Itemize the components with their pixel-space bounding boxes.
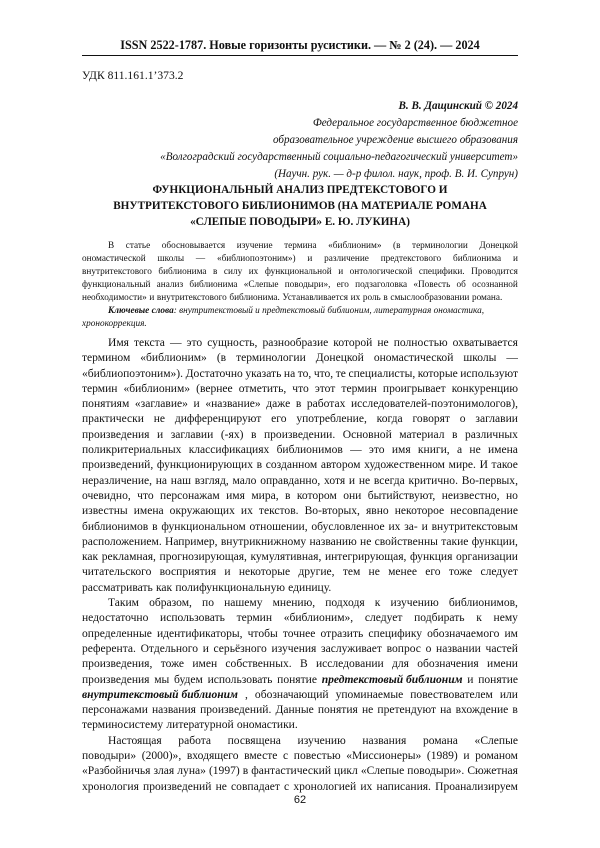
body-line: очевидно, что персонажам имя мира, в котором они бытийствуют, неизвестно, но (82, 489, 518, 504)
body-line: поликритериальных классификациях библионимов — это имя книги, а не имена (82, 443, 518, 458)
body-line: поводыри» (2000)», входящего вместе с повестью «Миссионеры» (1989) и романом (82, 749, 518, 764)
body-line: персонажами названия произведений. Данные понятия не претендуют на вхождение в (82, 703, 518, 718)
abstract-line: внутритекстового библионима в силу их функциональной и онтологической специфики. Проводится (82, 266, 518, 279)
body-line: известны имена окружающих их текстов. Во-вторых, явно некоторое несовпадение (82, 504, 518, 519)
body-line: термином «библионим» (в терминологии Донецкой ономастической школы — (82, 351, 518, 366)
keywords-line (82, 318, 518, 331)
body-line: «Разбойничья злая луна» (1997) в фантастический цикл «Слепые поводыри». Сюжетная (82, 764, 518, 779)
body-line: произведений, функционирующих в созданном автором художественном мире. И такое (82, 458, 518, 473)
body-line: хронология произведений не совпадает с хронологией их написания. Проанализируем (82, 780, 518, 795)
article-title (100, 182, 500, 230)
abstract-line: В статье обосновывается изучение термина «библионим» (в терминологии Донецкой (82, 240, 518, 253)
body-line: рассматривать как полифункциональную единицу. (82, 581, 518, 596)
abstract-line: необходимости» и внутритекстового библионима. Устанавливается их роль в смыслообразовании романа. (82, 292, 518, 305)
author-name: В. В. Дащинский © 2024 (120, 98, 518, 115)
body-line: практически не дифференцируют его употребление, когда говорят о заглавии (82, 412, 518, 427)
udk-code: УДК 811.161.1’373.2 (82, 69, 183, 82)
body-line: Имя текста — это сущность, разнообразие которой не полностью охватывается (82, 336, 518, 351)
header-rule (82, 55, 518, 56)
affiliation-line: образовательное учреждение высшего образования (120, 132, 518, 149)
abstract-line: ономастической школы — «библиопоэтоним») и различение предтекстового библионима и (82, 253, 518, 266)
body-line: референта. Отдельного и серьёзного изучения заслуживает вопрос о названии частей (82, 642, 518, 657)
body-line: недостаточно использовать термин «библионим», следует подбирать к нему (82, 611, 518, 626)
body-line: понятиям «заглавие» и «название» даже в работах исследователей-поэтонимологов), (82, 397, 518, 412)
body-line: определенные идентификаторы, чтобы точнее отразить специфику обозначаемого им (82, 627, 518, 642)
body-line: «библиопоэтоним»). Достаточно указать на то, что, те специалисты, которые используют (82, 367, 518, 382)
author-block (120, 98, 518, 183)
abstract-line: функциональный анализ библионима «Слепые поводыри», его подзаголовка «Повесть об осознанной (82, 279, 518, 292)
page-number: 62 (0, 794, 600, 806)
body-line: терминосистему литературной ономастики. (82, 718, 518, 733)
term-emphasis: предтекстовый библионим (322, 673, 463, 688)
abstract (82, 240, 518, 331)
body-line: внутритекстовый библионим , обозначающий упоминаемые повествователем или (82, 688, 518, 703)
body-line: произведения мы будем использовать понятие предтекстовый библионим и понятие (82, 673, 518, 688)
journal-header: ISSN 2522-1787. Новые горизонты русистики. — № 2 (24). — 2024 (82, 38, 518, 53)
title-line: «СЛЕПЫЕ ПОВОДЫРИ» Е. Ю. ЛУКИНА) (100, 214, 500, 230)
body-line: библионимов в функциональном отношении, обусловленное их за- и внутритекстовым (82, 520, 518, 535)
body-line: читательского восприятия и некоторые другие, тем не менее его тоже следует (82, 565, 518, 580)
title-line: ФУНКЦИОНАЛЬНЫЙ АНАЛИЗ ПРЕДТЕКСТОВОГО И (100, 182, 500, 198)
body-line: расположением. Например, внутрикнижному названию не свойственны такие функции, (82, 535, 518, 550)
body-line: произведения, тоже имен собственных. В исследовании для обозначения имени (82, 657, 518, 672)
keywords-line (82, 305, 518, 318)
term-emphasis: внутритекстовый библионим (82, 688, 238, 703)
title-line: ВНУТРИТЕКСТОВОГО БИБЛИОНИМОВ (НА МАТЕРИАЛЕ РОМАНА (100, 198, 500, 214)
body-line: как рекламная, прогнозирующая, кумулятивная, интегрирующая, функция организации (82, 550, 518, 565)
body-line: Таким образом, по нашему мнению, подходя к изучению библионимов, (82, 596, 518, 611)
keywords-label: Ключевые слова (108, 305, 174, 318)
keywords-text: : внутритекстовый и предтекстовый библионим, литературная ономастика, (174, 305, 484, 318)
keywords-text: хронокоррекция. (82, 318, 147, 331)
affiliation-line: «Волгоградский государственный социально-педагогический университет» (120, 149, 518, 166)
page (0, 0, 600, 848)
article-body (82, 336, 518, 795)
body-line: неразличение, на наш взгляд, мало оправданно, хотя и не всегда критично. Во-первых, (82, 474, 518, 489)
supervisor-line: (Научн. рук. — д-р филол. наук, проф. В. И. Супрун) (120, 166, 518, 183)
body-line: термин «библионим» (вернее отметить, что этот термин проигрывает конкуренцию (82, 382, 518, 397)
affiliation-line: Федеральное государственное бюджетное (120, 115, 518, 132)
body-line: произведения и заглавии (-ях) в произведении. Основной материал в различных (82, 428, 518, 443)
body-line: Настоящая работа посвящена изучению названия романа «Слепые (82, 734, 518, 749)
